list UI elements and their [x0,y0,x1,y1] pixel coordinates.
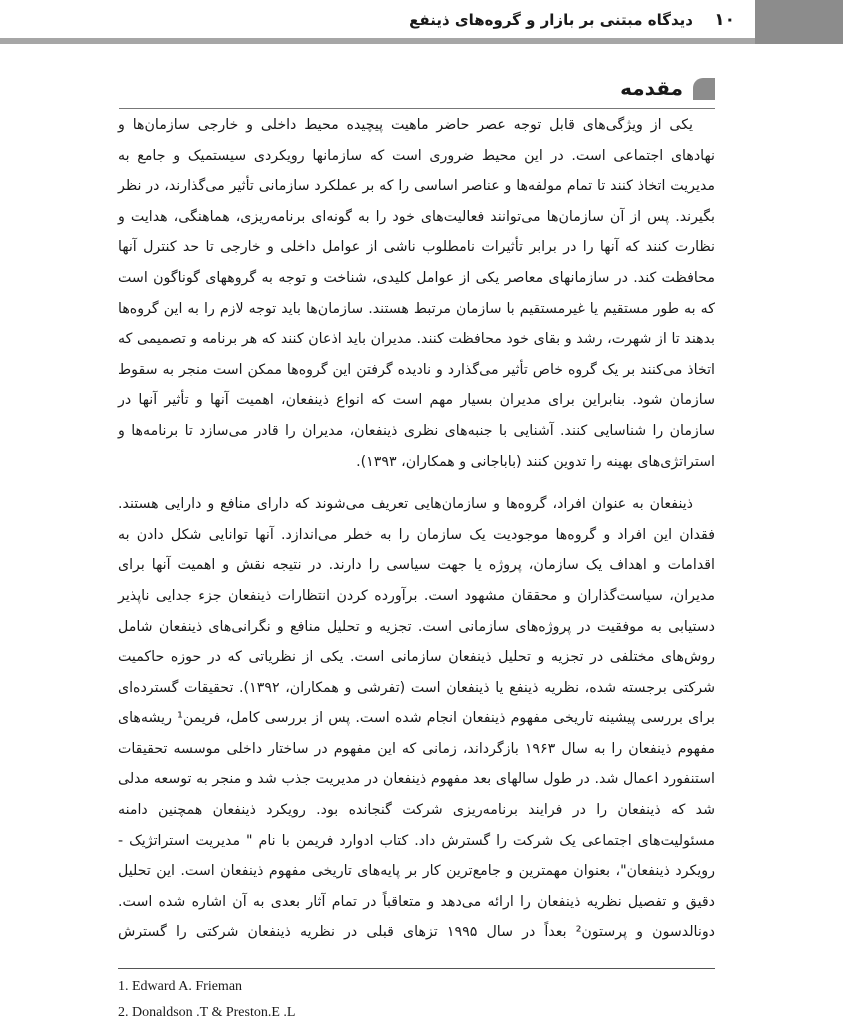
section-title: مقدمه [620,76,683,100]
footnote-1: 1. Edward A. Frieman [118,979,243,994]
running-header [0,0,843,46]
heading-marker-icon [693,78,715,100]
running-title: دیدگاه مبتنی بر بازار و گروه‌های ذینفع [409,11,693,29]
paragraph-1: یکی از ویژگی‌های قابل توجه عصر حاضر ماهیت پیچیده محیط داخلی و خارجی سازمان‌ها و نهادهای اجتماعی است. در این محیط ضروری است که سازمانها رویکردی سیستمیک و جامع به مدیریت اتخاذ کنند تا تمام مولفه‌ها و عناصر اساسی را که بر عملکرد سازمانی تأثیر می‌گذارند، در نظر بگیرند. پس از آن سازمان‌ها می‌توانند فعالیت‌های خود را به گونه‌ای برنامه‌ریزی، هماهنگی، هدایت و نظارت کنند که آنها را در برابر تأثیرات نامطلوب ناشی از عوامل داخلی و خارجی تا حد کنترل آنها محافظت کند. در سازمانهای معاصر یکی از عوامل کلیدی، شناخت و توجه به گروههای گوناگون است که به طور مستقیم یا غیرمستقیم با سازمان مرتبط هستند. سازمان‌ها باید توجه لازم را به این گروه‌ها بدهند تا از شهرت، رشد و بقای خود محافظت کنند. مدیران باید اذعان کنند که هر برنامه و تصمیمی که اتخاذ می‌کنند بر یک گروه خاص تأثیر می‌گذارد و نادیده گرفتن این گروه‌ها ممکن است منجر به سقوط سازمان شود. بنابراین برای مدیران بسیار مهم است که انواع ذینفعان، اهمیت آنها و تأثیر آنها در سازمان را شناسایی کنند. آشنایی با جنبه‌های نظری ذینفعان، مدیران را قادر می‌سازد تا برنامه‌ها و استراتژی‌های بهینه را تدوین کنند (باباجانی و همکاران، ۱۳۹۳). [118,117,715,470]
section-heading [119,74,715,109]
footnote-divider [118,968,715,969]
footnote-2: 2. Donaldson .T & Preston.E .L [118,1005,296,1020]
paragraph-2: ذینفعان به عنوان افراد، گروه‌ها و سازمان‌هایی تعریف می‌شوند که دارای منافع و دارایی هستند. فقدان این افراد و گروه‌ها موجودیت یک سازمان را به خطر می‌اندازد. آنها توانایی شکل دادن به اقدامات و اهداف یک سازمان، پروژه یا جهت سیاسی را دارند. در نتیجه نقش و اهمیت آنها برای مدیران، سیاست‌گذاران و محققان مشهود است. برآورده کردن انتظارات ذینفعان جزء جدایی ناپذیر دستیابی به موفقیت در پروژه‌های سازمانی است. تجزیه و تحلیل منافع و نگرانی‌های ذینفعان شامل روش‌های مختلفی در تجزیه و تحلیل ذینفعان سازمانی است. یکی از نظریاتی که در حوزه حاکمیت شرکتی برجسته شده، نظریه ذینفع یا ذینفعان است (تفرشی و همکاران، ۱۳۹۲). تحقیقات گسترده‌ای برای بررسی پیشینه تاریخی مفهوم ذینفعان انجام شده است. پس از بررسی کامل، فریمن¹ ریشه‌های مفهوم ذینفعان را به سال ۱۹۶۳ بازگرداند، زمانی که این مفهوم در ساختار داخلی موسسه تحقیقات استنفورد اعمال شد. در طول سالهای بعد مفهوم ذینفعان در مدیریت جذب شد و منجر به توسعه مدلی شد که ذینفعان را در فرایند برنامه‌ریزی شرکت گنجانده بود. رویکرد ذینفعان همچنین دامنه مسئولیت‌های اجتماعی یک شرکت را گسترش داد. کتاب ادوارد فریمن با نام " مدیریت استراتژیک - رویکرد ذینفعان"، بعنوان مهمترین و جامع‌ترین کار بر پایه‌های تاریخی مفهوم ذینفعان است. این تحلیل دقیق و تفصیل نظریه ذینفعان را ارائه می‌دهد و متعاقباً در تمام آثار بعدی به آن اشاره شده است. دونالدسون و پرستون² بعداً در سال ۱۹۹۵ تزهای قبلی در نظریه ذینفعان شرکتی را گسترش [118,496,715,941]
footnotes [118,974,618,1026]
body-text [118,110,715,948]
header-band [0,38,757,44]
page-number: ۱۰ [714,10,735,30]
header-corner-block [755,0,843,44]
